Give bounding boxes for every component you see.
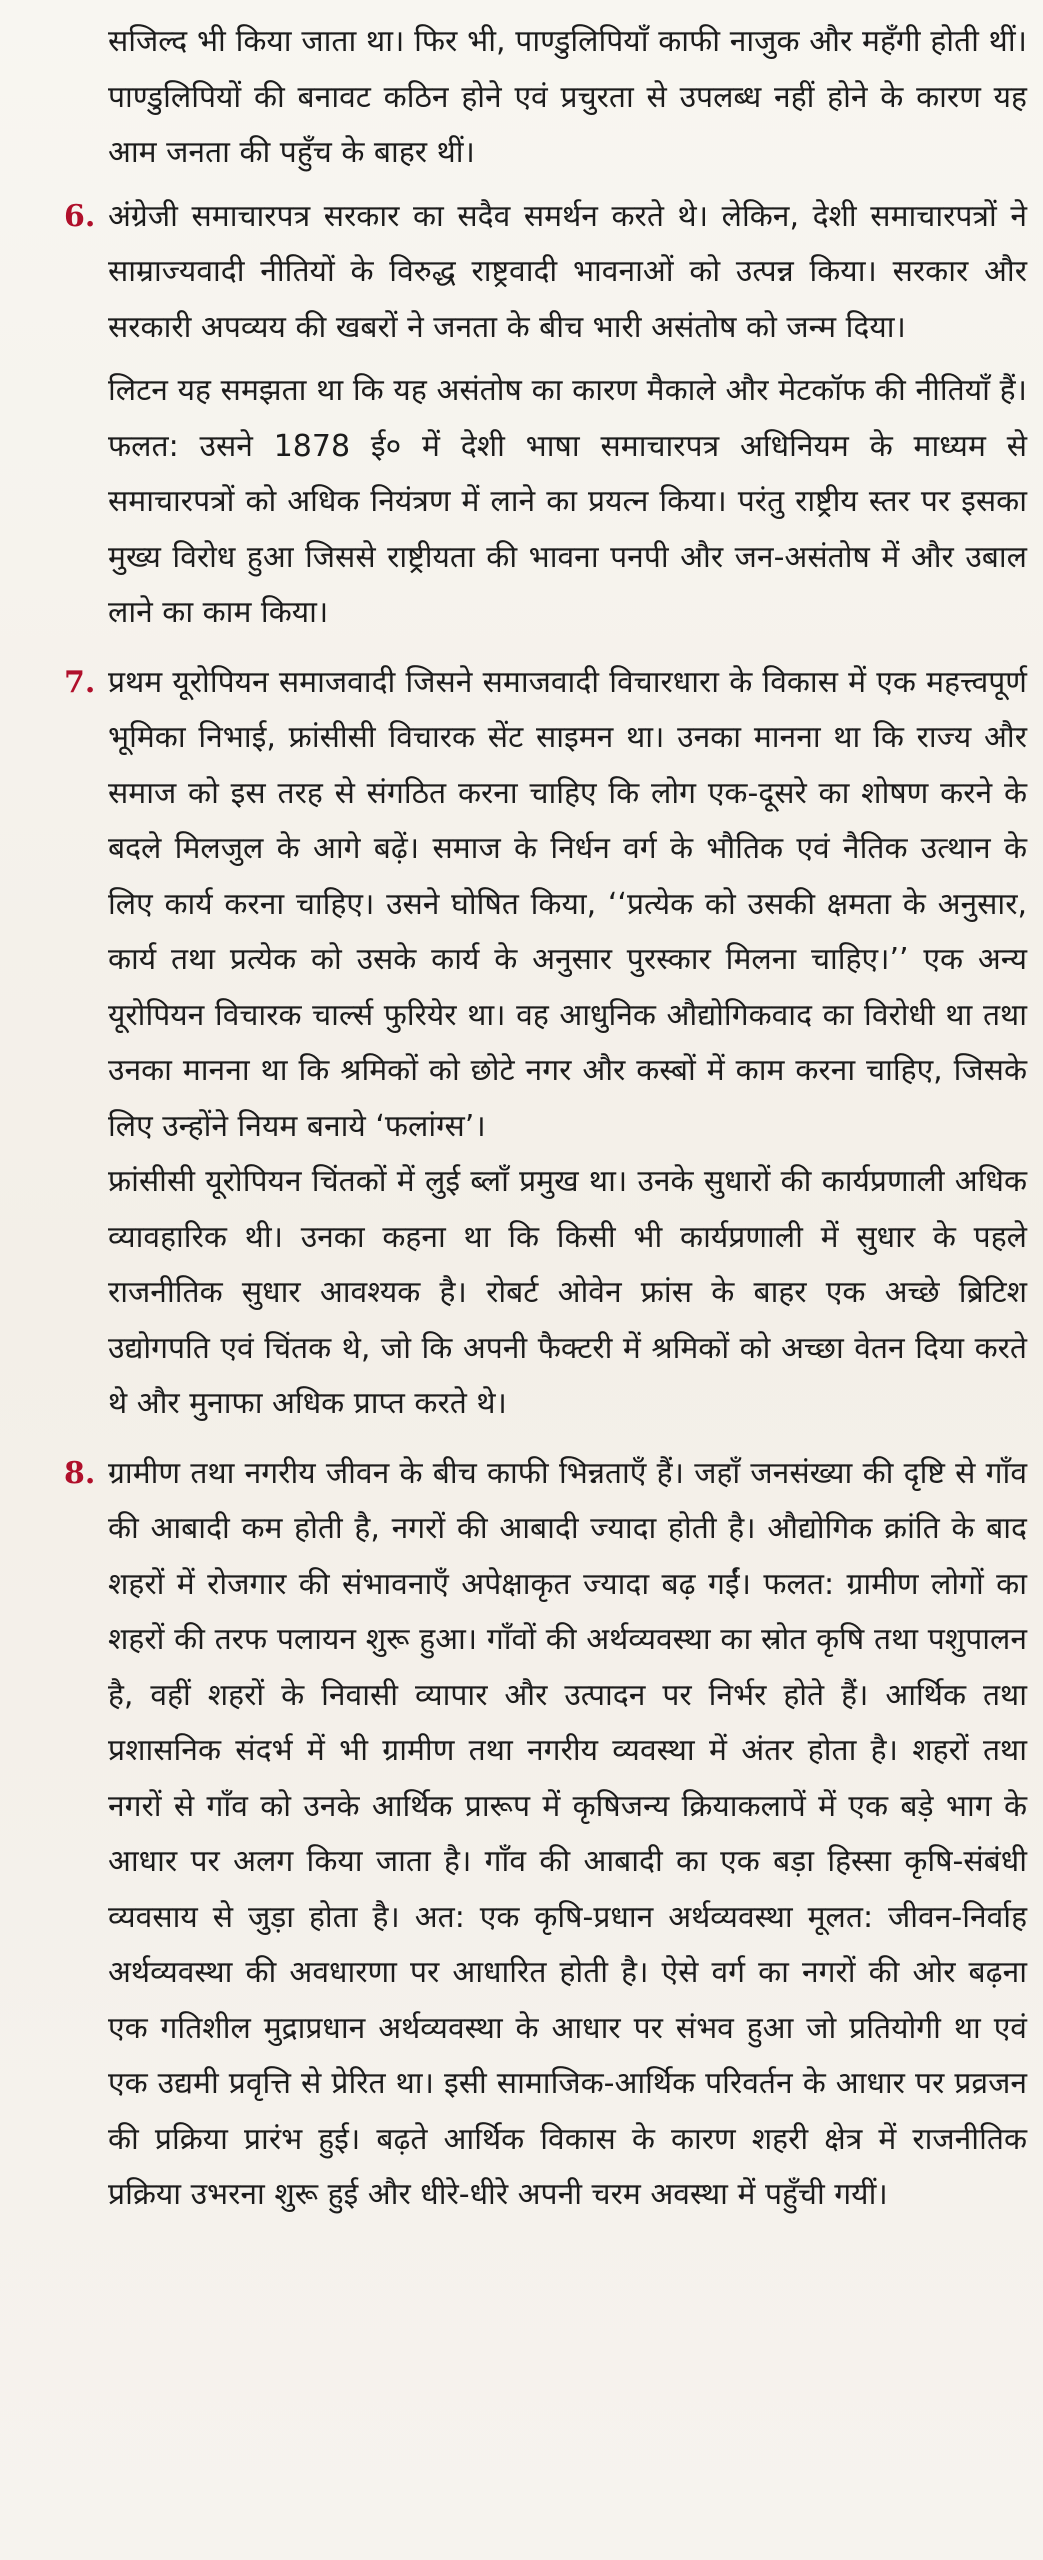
answer-number: 6. bbox=[64, 198, 96, 234]
answer-7 bbox=[64, 655, 1027, 1432]
answer-7-paragraph-2: फ्रांसीसी यूरोपियन चिंतकों में लुई ब्लाँ प्रमुख था। उनके सुधारों की कार्यप्रणाली अधिक व्यावहारिक थी। उनका कहना था कि किसी भी कार्यप्रणाली में सुधार के पहले राजनीतिक सुधार आवश्यक है। रोबर्ट ओवेन फ्रांस के बाहर एक अच्छे ब्रिटिश उद्योगपति एवं चिंतक थे, जो कि अपनी फैक्टरी में श्रमिकों को अच्छा वेतन दिया करते थे और मुनाफा अधिक प्राप्त करते थे। bbox=[108, 1164, 1027, 1421]
answer-6-paragraph-1: अंग्रेजी समाचारपत्र सरकार का सदैव समर्थन करते थे। लेकिन, देशी समाचारपत्रों ने साम्राज्यवादी नीतियों के विरुद्ध राष्ट्रवादी भावनाओं को उत्पन्न किया। सरकार और सरकारी अपव्यय की खबरों ने जनता के बीच भारी असंतोष को जन्म दिया। bbox=[108, 198, 1027, 345]
continued-paragraph: सजिल्द भी किया जाता था। फिर भी, पाण्डुलिपियाँ काफी नाजुक और महँगी होती थीं। पाण्डुलिपियों की बनावट कठिन होने एवं प्रचुरता से उपलब्ध नहीं होने के कारण यह आम जनता की पहुँच के बाहर थीं। bbox=[108, 24, 1027, 170]
answer-8-paragraph-1: ग्रामीण तथा नगरीय जीवन के बीच काफी भिन्नताएँ हैं। जहाँ जनसंख्या की दृष्टि से गाँव की आबादी कम होती है, नगरों की आबादी ज्यादा होती है। औद्योगिक क्रांति के बाद शहरों में रोजगार की संभावनाएँ अपेक्षाकृत ज्यादा बढ़ गईं। फलत: ग्रामीण लोगों का शहरों की तरफ पलायन शुरू हुआ। गाँवों की अर्थव्यवस्था का स्रोत कृषि तथा पशुपालन है, वहीं शहरों के निवासी व्यापार और उत्पादन पर निर्भर होते हैं। आर्थिक तथा प्रशासनिक संदर्भ में भी ग्रामीण तथा नगरीय व्यवस्था में अंतर होता है। शहरों तथा नगरों से गाँव को उनके आर्थिक प्रारूप में कृषिजन्य क्रियाकलापें में एक बड़े भाग के आधार पर अलग किया जाता है। गाँव की आबादी का एक बड़ा हिस्सा कृषि-संबंधी व्यवसाय से जुड़ा होता है। अत: एक कृषि-प्रधान अर्थव्यवस्था मूलत: जीवन-निर्वाह अर्थव्यवस्था की अवधारणा पर आधारित होती है। ऐसे वर्ग का नगरों की ओर बढ़ना एक गतिशील मुद्राप्रधान अर्थव्यवस्था के आधार पर संभव हुआ जो प्रतियोगी था एवं एक उद्यमी प्रवृत्ति से प्रेरित था। इसी सामाजिक-आर्थिक परिवर्तन के आधार पर प्रव्रजन की प्रक्रिया प्रारंभ हुई। बढ़ते आर्थिक विकास के कारण शहरी क्षेत्र में राजनीतिक प्रक्रिया उभरना शुरू हुई और धीरे-धीरे अपनी चरम अवस्था में पहुँची गयीं। bbox=[108, 1455, 1027, 2212]
answer-6 bbox=[64, 189, 1027, 641]
answer-7-paragraph-1: प्रथम यूरोपियन समाजवादी जिसने समाजवादी विचारधारा के विकास में एक महत्त्वपूर्ण भूमिका निभाई, फ्रांसीसी विचारक सेंट साइमन था। उनका मानना था कि राज्य और समाज को इस तरह से संगठित करना चाहिए कि लोग एक-दूसरे का शोषण करने के बदले मिलजुल के आगे बढ़ें। समाज के निर्धन वर्ग के भौतिक एवं नैतिक उत्थान के लिए कार्य करना चाहिए। उसने घोषित किया, ‘‘प्रत्येक को उसकी क्षमता के अनुसार, कार्य तथा प्रत्येक को उसके कार्य के अनुसार पुरस्कार मिलना चाहिए।’’ एक अन्य यूरोपियन विचारक चार्ल्स फुरियेर था। वह आधुनिक औद्योगिकवाद का विरोधी था तथा उनका मानना था कि श्रमिकों को छोटे नगर और कस्बों में काम करना चाहिए, जिसके लिए उन्होंने नियम बनाये ‘फलांग्स’। bbox=[108, 664, 1027, 1144]
answer-number: 7. bbox=[64, 664, 96, 700]
answer-8 bbox=[64, 1446, 1027, 2223]
answer-6-paragraph-2: लिटन यह समझता था कि यह असंतोष का कारण मैकाले और मेटकॉफ की नीतियाँ हैं। फलत: उसने 1878 ई० में देशी भाषा समाचारपत्र अधिनियम के माध्यम से समाचारपत्रों को अधिक नियंत्रण में लाने का प्रयत्न किया। परंतु राष्ट्रीय स्तर पर इसका मुख्य विरोध हुआ जिससे राष्ट्रीयता की भावना पनपी और जन-असंतोष में और उबाल लाने का काम किया। bbox=[108, 373, 1027, 630]
answer-number: 8. bbox=[64, 1455, 96, 1491]
